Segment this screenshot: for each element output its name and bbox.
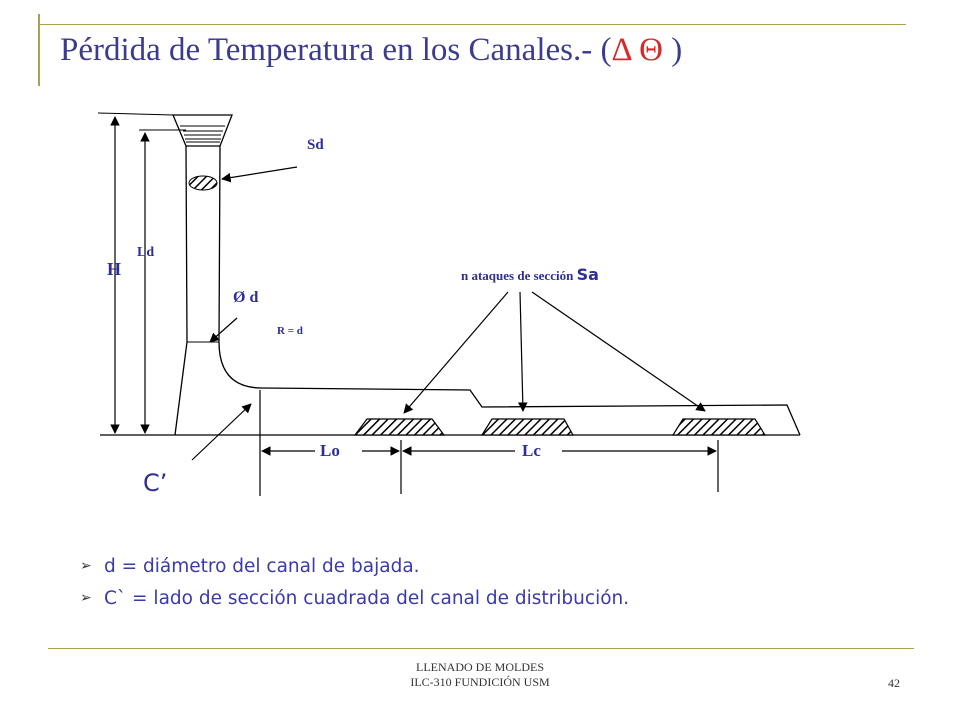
bullet-item <box>80 550 629 582</box>
label-attacks-text: n ataques de sección <box>461 268 574 283</box>
runner-fillet <box>219 342 262 388</box>
label-attacks <box>461 265 599 284</box>
footer <box>0 660 960 690</box>
label-sd: Sd <box>307 137 324 153</box>
sprue-well-wall <box>175 342 187 435</box>
bullet-text: C` = lado de sección cuadrada del canal de distribución. <box>104 587 630 609</box>
leader-c-prime <box>192 404 251 460</box>
sprue-left-wall <box>186 146 187 342</box>
label-radius: R = d <box>277 325 303 337</box>
leader-ingate-3 <box>532 292 705 411</box>
title-symbols: Δ Θ <box>611 32 663 68</box>
title-close-paren: ) <box>671 32 683 68</box>
leader-ingate-2 <box>520 292 523 411</box>
footer-divider <box>48 648 914 649</box>
footer-line-2: ILC-310 FUNDICIÓN USM <box>410 675 550 689</box>
bullet-arrow-icon: ➢ <box>80 590 92 606</box>
leader-sd <box>222 167 297 179</box>
label-diameter: Ø d <box>233 289 259 306</box>
label-h: H <box>107 259 122 279</box>
label-c-prime: C’ <box>143 469 168 497</box>
bullet-item <box>80 582 629 614</box>
label-lo: Lo <box>320 441 340 460</box>
page-number: 42 <box>888 676 900 690</box>
bullet-text: d = diámetro del canal de bajada. <box>104 555 420 577</box>
title-text: Pérdida de Temperatura en los Canales.- <box>60 32 593 68</box>
leader-diameter <box>210 318 237 342</box>
footer-line-1: LLENADO DE MOLDES <box>416 660 544 674</box>
title-open-paren: ( <box>600 32 612 68</box>
extension-h-top <box>98 113 173 115</box>
ingate-3 <box>673 419 765 435</box>
leader-ingate-1 <box>404 292 508 413</box>
sprue-right-wall <box>219 146 220 342</box>
sprue-section <box>189 176 217 190</box>
label-ld: Ld <box>137 245 155 260</box>
label-attacks-sa: Sa <box>576 265 599 284</box>
bullet-arrow-icon: ➢ <box>80 558 92 574</box>
bullet-list <box>80 550 629 614</box>
label-lc: Lc <box>522 441 541 460</box>
ingate-1 <box>355 419 444 435</box>
ingate-2 <box>482 419 573 435</box>
